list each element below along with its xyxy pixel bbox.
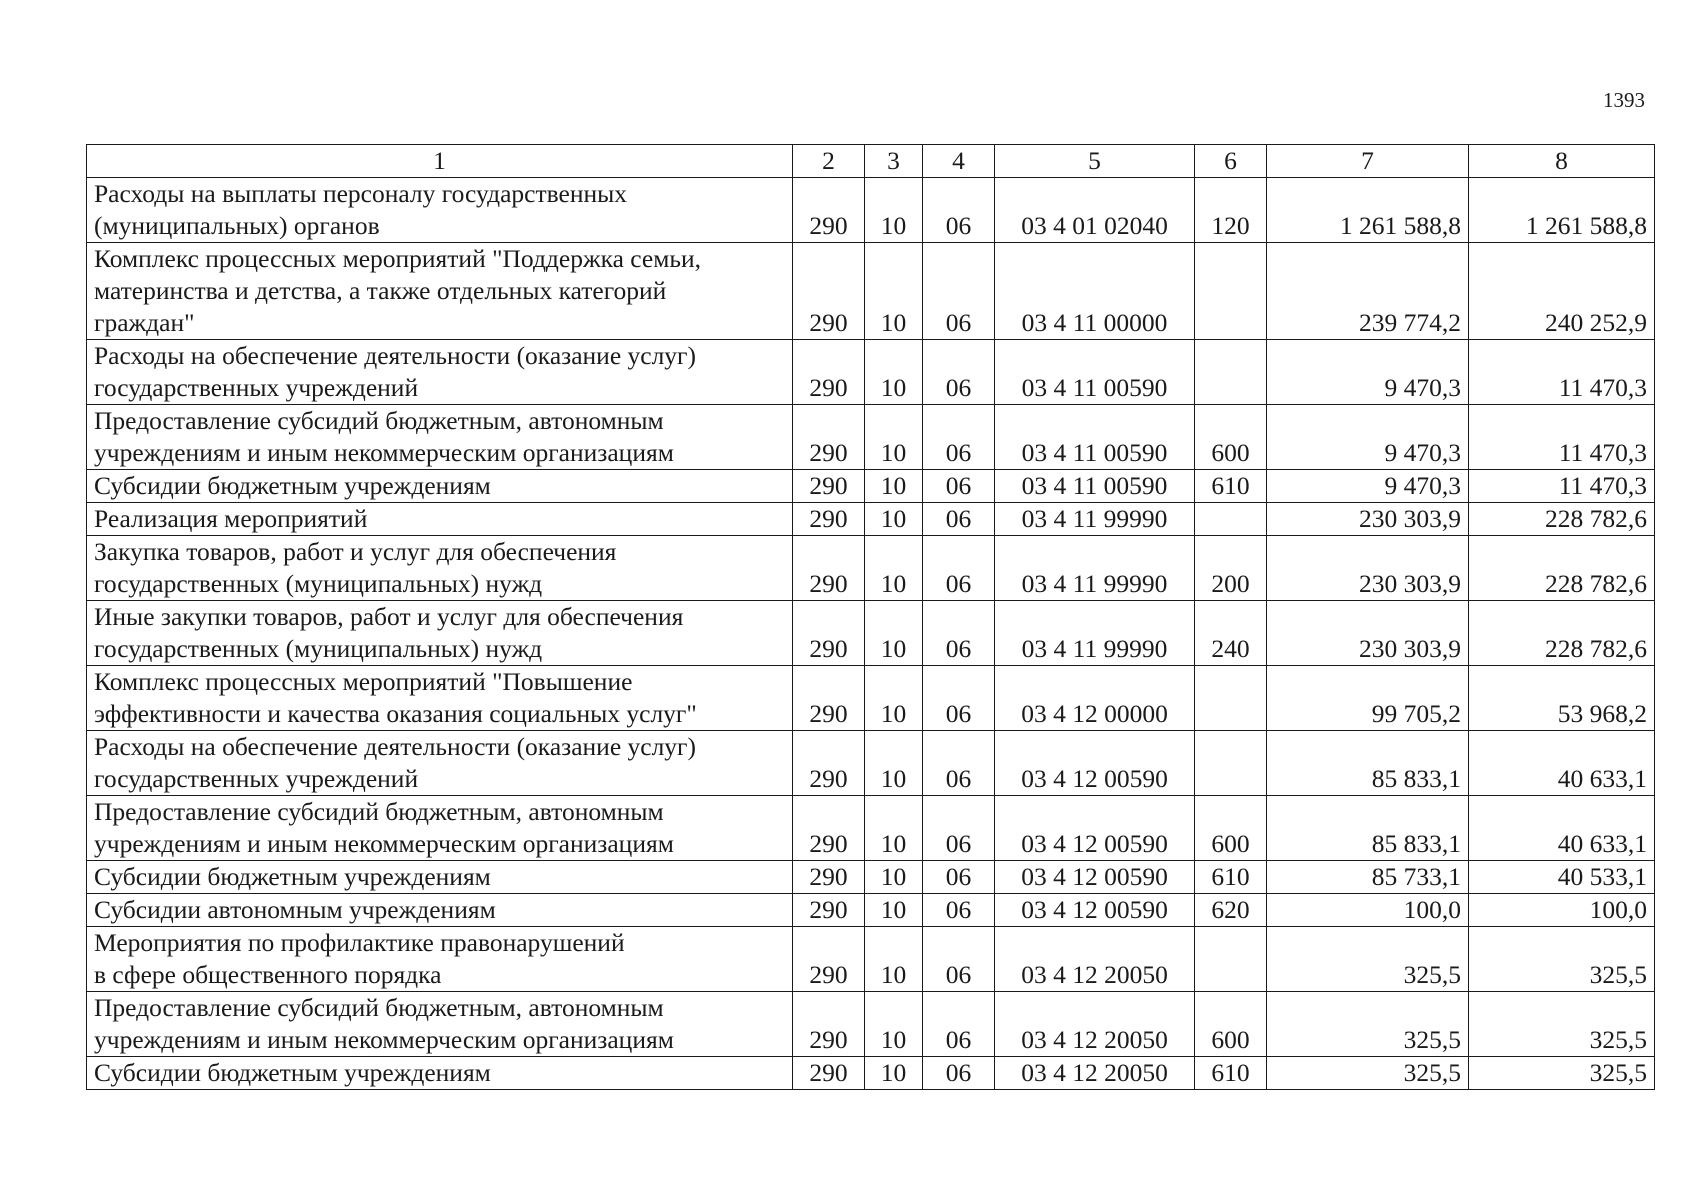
row-cell-col2: 290: [793, 666, 865, 731]
row-cell-col3: 10: [865, 340, 923, 405]
row-cell-col6: 200: [1195, 536, 1267, 601]
row-cell-col8: 325,5: [1469, 992, 1655, 1057]
row-cell-col5: 03 4 11 00590: [995, 470, 1195, 503]
row-cell-col7: 100,0: [1267, 894, 1469, 927]
row-cell-col6: 600: [1195, 405, 1267, 470]
row-cell-col4: 06: [923, 1057, 995, 1090]
row-cell-col7: 9 470,3: [1267, 470, 1469, 503]
row-cell-col3: 10: [865, 1057, 923, 1090]
row-cell-col3: 10: [865, 731, 923, 796]
row-cell-col7: 230 303,9: [1267, 503, 1469, 536]
row-cell-col5: 03 4 12 00590: [995, 861, 1195, 894]
row-cell-col8: 228 782,6: [1469, 601, 1655, 666]
row-cell-col8: 11 470,3: [1469, 470, 1655, 503]
table-row: [87, 992, 1655, 1057]
table-row: [87, 536, 1655, 601]
row-cell-col7: 230 303,9: [1267, 536, 1469, 601]
row-cell-col4: 06: [923, 243, 995, 340]
row-cell-col4: 06: [923, 178, 995, 243]
row-cell-col6: 620: [1195, 894, 1267, 927]
row-cell-col2: 290: [793, 796, 865, 861]
row-cell-col2: 290: [793, 927, 865, 992]
row-cell-col7: 325,5: [1267, 927, 1469, 992]
row-cell-col8: 1 261 588,8: [1469, 178, 1655, 243]
row-cell-col8: 40 533,1: [1469, 861, 1655, 894]
row-cell-col6: 120: [1195, 178, 1267, 243]
row-cell-col4: 06: [923, 861, 995, 894]
row-cell-col5: 03 4 12 00590: [995, 894, 1195, 927]
table-row: [87, 894, 1655, 927]
row-cell-col5: 03 4 12 20050: [995, 1057, 1195, 1090]
row-cell-col7: 9 470,3: [1267, 405, 1469, 470]
row-cell-col6: 610: [1195, 861, 1267, 894]
table-row: [87, 601, 1655, 666]
row-cell-col5: 03 4 11 99990: [995, 536, 1195, 601]
row-cell-col6: [1195, 503, 1267, 536]
row-cell-col3: 10: [865, 601, 923, 666]
row-cell-col3: 10: [865, 470, 923, 503]
row-cell-col5: 03 4 12 00000: [995, 666, 1195, 731]
row-cell-col8: 11 470,3: [1469, 405, 1655, 470]
row-cell-col7: 239 774,2: [1267, 243, 1469, 340]
row-cell-col6: 610: [1195, 470, 1267, 503]
row-name-cell: Субсидии бюджетным учреждениям: [87, 470, 793, 503]
column-header-7: 7: [1267, 145, 1469, 178]
row-cell-col6: 610: [1195, 1057, 1267, 1090]
table-row: [87, 340, 1655, 405]
row-cell-col2: 290: [793, 601, 865, 666]
row-cell-col5: 03 4 11 99990: [995, 503, 1195, 536]
row-name-cell: Предоставление субсидий бюджетным, автономным учреждениям и иным некоммерческим организациям: [87, 796, 793, 861]
table-row: [87, 1057, 1655, 1090]
row-cell-col6: 600: [1195, 796, 1267, 861]
row-cell-col7: 85 833,1: [1267, 796, 1469, 861]
row-cell-col5: 03 4 12 20050: [995, 992, 1195, 1057]
row-cell-col4: 06: [923, 992, 995, 1057]
row-cell-col2: 290: [793, 470, 865, 503]
row-cell-col5: 03 4 12 20050: [995, 927, 1195, 992]
row-cell-col3: 10: [865, 178, 923, 243]
row-cell-col5: 03 4 11 99990: [995, 601, 1195, 666]
table-body: [87, 178, 1655, 1090]
row-cell-col6: [1195, 243, 1267, 340]
row-cell-col2: 290: [793, 894, 865, 927]
row-cell-col6: [1195, 927, 1267, 992]
row-name-cell: Иные закупки товаров, работ и услуг для обеспечения государственных (муниципальных) нужд: [87, 601, 793, 666]
row-cell-col4: 06: [923, 503, 995, 536]
table-row: [87, 861, 1655, 894]
column-header-2: 2: [793, 145, 865, 178]
row-cell-col7: 9 470,3: [1267, 340, 1469, 405]
row-cell-col4: 06: [923, 666, 995, 731]
row-cell-col2: 290: [793, 405, 865, 470]
row-cell-col6: 240: [1195, 601, 1267, 666]
row-cell-col4: 06: [923, 340, 995, 405]
row-name-cell: Комплекс процессных мероприятий "Поддержка семьи, материнства и детства, а также отдельных категорий граждан": [87, 243, 793, 340]
row-name-cell: Реализация мероприятий: [87, 503, 793, 536]
row-name-cell: Субсидии бюджетным учреждениям: [87, 861, 793, 894]
row-cell-col4: 06: [923, 601, 995, 666]
row-cell-col7: 99 705,2: [1267, 666, 1469, 731]
row-cell-col3: 10: [865, 405, 923, 470]
row-name-cell: Комплекс процессных мероприятий "Повышение эффективности и качества оказания социальных услуг": [87, 666, 793, 731]
row-name-cell: Мероприятия по профилактике правонарушений в сфере общественного порядка: [87, 927, 793, 992]
row-name-cell: Субсидии автономным учреждениям: [87, 894, 793, 927]
row-cell-col3: 10: [865, 536, 923, 601]
row-cell-col4: 06: [923, 731, 995, 796]
row-name-cell: Расходы на обеспечение деятельности (оказание услуг) государственных учреждений: [87, 731, 793, 796]
table-row: [87, 243, 1655, 340]
table-row: [87, 796, 1655, 861]
row-name-cell: Расходы на обеспечение деятельности (оказание услуг) государственных учреждений: [87, 340, 793, 405]
row-cell-col7: 230 303,9: [1267, 601, 1469, 666]
row-cell-col7: 325,5: [1267, 992, 1469, 1057]
row-cell-col8: 240 252,9: [1469, 243, 1655, 340]
row-cell-col4: 06: [923, 536, 995, 601]
table-row: [87, 731, 1655, 796]
column-header-4: 4: [923, 145, 995, 178]
table-row: [87, 666, 1655, 731]
row-cell-col3: 10: [865, 861, 923, 894]
row-cell-col2: 290: [793, 536, 865, 601]
row-cell-col7: 85 733,1: [1267, 861, 1469, 894]
row-cell-col4: 06: [923, 405, 995, 470]
row-cell-col3: 10: [865, 796, 923, 861]
row-cell-col2: 290: [793, 1057, 865, 1090]
row-name-cell: Предоставление субсидий бюджетным, автономным учреждениям и иным некоммерческим организациям: [87, 992, 793, 1057]
row-cell-col2: 290: [793, 243, 865, 340]
row-cell-col8: 40 633,1: [1469, 731, 1655, 796]
row-cell-col3: 10: [865, 992, 923, 1057]
row-cell-col7: 1 261 588,8: [1267, 178, 1469, 243]
row-cell-col5: 03 4 11 00000: [995, 243, 1195, 340]
row-cell-col8: 228 782,6: [1469, 503, 1655, 536]
row-cell-col8: 228 782,6: [1469, 536, 1655, 601]
row-cell-col8: 325,5: [1469, 927, 1655, 992]
row-cell-col2: 290: [793, 178, 865, 243]
row-cell-col5: 03 4 12 00590: [995, 731, 1195, 796]
row-cell-col5: 03 4 01 02040: [995, 178, 1195, 243]
row-cell-col8: 325,5: [1469, 1057, 1655, 1090]
row-cell-col8: 40 633,1: [1469, 796, 1655, 861]
header-row: [87, 145, 1655, 178]
table-row: [87, 470, 1655, 503]
row-name-cell: Закупка товаров, работ и услуг для обеспечения государственных (муниципальных) нужд: [87, 536, 793, 601]
row-cell-col4: 06: [923, 894, 995, 927]
row-cell-col6: 600: [1195, 992, 1267, 1057]
column-header-1: 1: [87, 145, 793, 178]
row-cell-col3: 10: [865, 243, 923, 340]
page-number: 1393: [1603, 88, 1645, 112]
column-header-3: 3: [865, 145, 923, 178]
row-cell-col6: [1195, 666, 1267, 731]
column-header-6: 6: [1195, 145, 1267, 178]
column-header-8: 8: [1469, 145, 1655, 178]
table-row: [87, 178, 1655, 243]
row-cell-col4: 06: [923, 927, 995, 992]
column-header-5: 5: [995, 145, 1195, 178]
row-cell-col5: 03 4 11 00590: [995, 340, 1195, 405]
row-name-cell: Субсидии бюджетным учреждениям: [87, 1057, 793, 1090]
row-cell-col7: 325,5: [1267, 1057, 1469, 1090]
row-cell-col7: 85 833,1: [1267, 731, 1469, 796]
row-cell-col6: [1195, 340, 1267, 405]
row-name-cell: Расходы на выплаты персоналу государственных (муниципальных) органов: [87, 178, 793, 243]
table-row: [87, 405, 1655, 470]
row-cell-col3: 10: [865, 666, 923, 731]
row-cell-col3: 10: [865, 927, 923, 992]
table-row: [87, 503, 1655, 536]
row-cell-col8: 53 968,2: [1469, 666, 1655, 731]
row-cell-col3: 10: [865, 894, 923, 927]
row-cell-col2: 290: [793, 731, 865, 796]
budget-table: [86, 144, 1655, 1090]
table-row: [87, 927, 1655, 992]
row-cell-col8: 100,0: [1469, 894, 1655, 927]
row-cell-col3: 10: [865, 503, 923, 536]
row-cell-col5: 03 4 11 00590: [995, 405, 1195, 470]
row-cell-col2: 290: [793, 992, 865, 1057]
row-cell-col2: 290: [793, 861, 865, 894]
row-cell-col4: 06: [923, 796, 995, 861]
row-cell-col2: 290: [793, 340, 865, 405]
row-name-cell: Предоставление субсидий бюджетным, автономным учреждениям и иным некоммерческим организациям: [87, 405, 793, 470]
row-cell-col6: [1195, 731, 1267, 796]
row-cell-col5: 03 4 12 00590: [995, 796, 1195, 861]
row-cell-col8: 11 470,3: [1469, 340, 1655, 405]
row-cell-col4: 06: [923, 470, 995, 503]
row-cell-col2: 290: [793, 503, 865, 536]
